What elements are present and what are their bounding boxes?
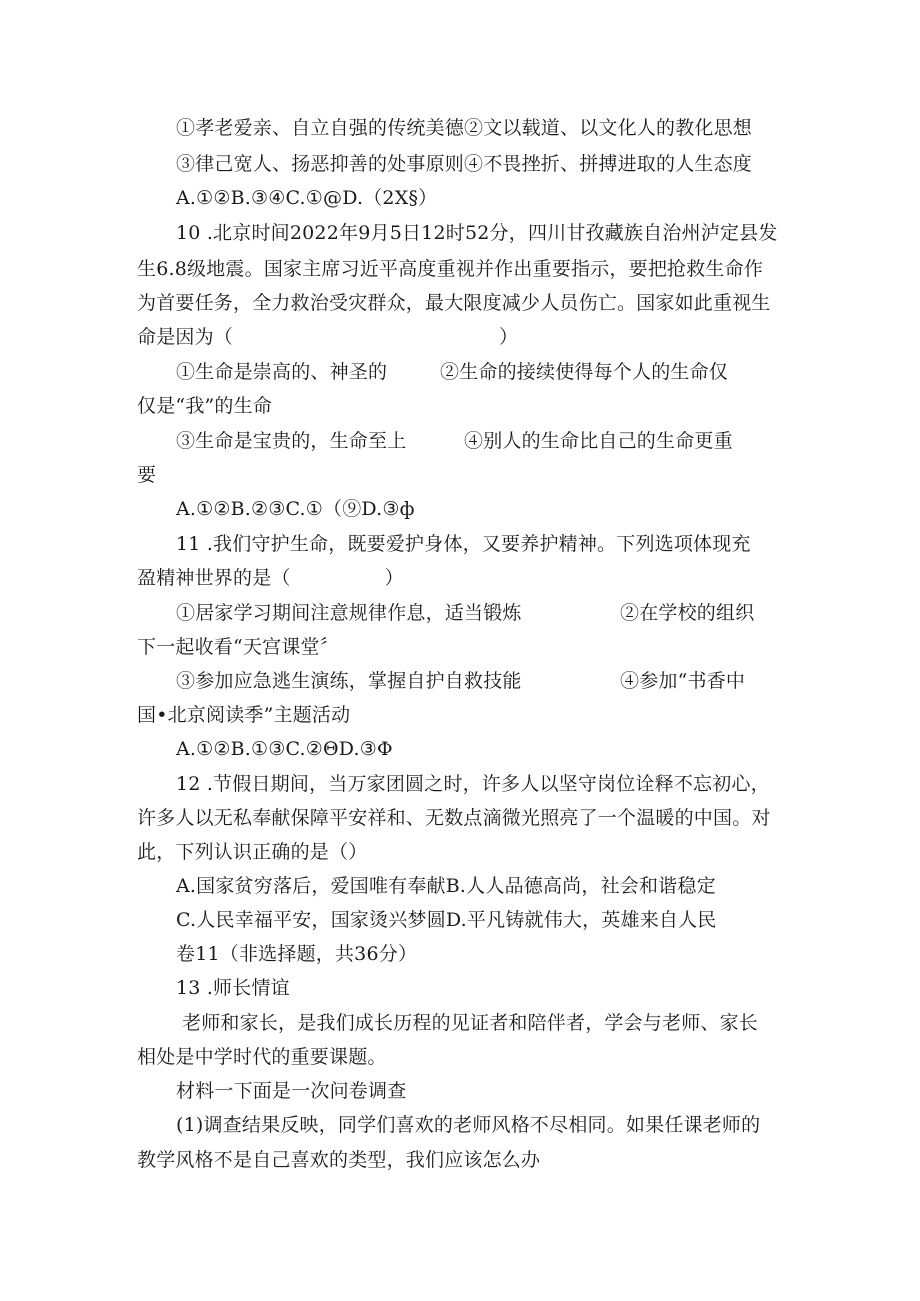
q10-stem-line-3: 为首要任务，全力救治受灾群众，最大限度减少人员伤亡。国家如此重视生 [137,292,771,314]
q10-stem-line-1: 10 .北京时间2022年9月5日12时52分，四川甘孜藏族自治州泸定县发 [176,222,778,244]
section-2-title: 卷11（非选择题，共36分） [176,943,418,965]
q12-answers-ab: A.国家贫穷落后，爱国唯有奉献B.人人品德高尚，社会和谐稳定 [176,875,716,897]
q13-heading: 13 .师长情谊 [176,977,290,999]
q13-sub1-line-2: 教学风格不是自己喜欢的类型，我们应该怎么办 [137,1149,541,1171]
q10-option-2: ②生命的接续使得每个人的生命仅 [440,361,729,383]
q10-option-4: ④别人的生命比自己的生命更重 [464,430,733,452]
q11-option-2-cont: 下一起收看“天宫课堂〞 [137,636,339,658]
q10-stem-suffix: ） [499,326,519,348]
q11-option-2: ②在学校的组织 [620,602,755,624]
q10-option-1: ①生命是崇高的、神圣的 [176,361,388,383]
q11-option-4: ④参加“书香中 [620,670,746,692]
q10-stem-prefix: 命是因为（ [137,326,234,348]
q10-option-2-cont: 仅是“我”的生命 [137,395,273,417]
q11-answers: A.①②B.①③C.②ΘD.③Φ [176,738,393,760]
q9-option-line-2: ③律己宽人、扬恶抑善的处事原则④不畏挫折、拼搏进取的人生态度 [176,153,753,175]
q11-option-4-cont: 国•北京阅读季”主题活动 [137,704,351,726]
q9-answers: A.①②B.③④C.①@D.（2X§） [176,187,438,209]
q12-stem-line-1: 12 .节假日期间，当万家团圆之时，许多人以坚守岗位诠释不忘初心， [176,773,770,795]
q12-stem-line-3: 此，下列认识正确的是（） [137,841,368,863]
q12-stem-line-2: 许多人以无私奉献保障平安祥和、无数点滴微光照亮了一个温暖的中国。对 [137,807,771,829]
q13-intro-line-1: 老师和家长，是我们成长历程的见证者和陪伴者，学会与老师、家长 [182,1012,759,1034]
q10-stem-line-4 [137,325,518,349]
q10-option-3: ③生命是宝贵的，生命至上 [176,430,407,452]
q11-option-1: ①居家学习期间注意规律作息，适当锻炼 [176,602,522,624]
q13-material: 材料一下面是一次问卷调查 [176,1080,407,1102]
q10-option-4-cont: 要 [137,464,157,486]
q12-answers-cd: C.人民幸福平安，国家烫兴梦圆D.平凡铸就伟大，英雄来自人民 [176,909,717,931]
q10-answers: A.①②B.②③C.①（⑨D.③ф [176,498,415,520]
q11-stem-prefix: 盈精神世界的是（ [137,567,291,589]
q9-option-line-1: ①孝老爱亲、自立自强的传统美德②文以载道、以文化人的教化思想 [176,117,753,139]
q11-stem-line-1: 11 .我们守护生命，既要爱护身体，又要养护精神。下列选项体现充 [176,533,751,555]
q13-sub1-line-1: (1)调查结果反映，同学们喜欢的老师风格不尽相同。如果任课老师的 [176,1114,761,1136]
q11-stem-suffix: ） [384,567,404,589]
q10-stem-line-2: 生6.8级地震。国家主席习近平高度重视并作出重要指示，要把抢救生命作 [137,258,764,280]
q13-intro-line-2: 相处是中学时代的重要课题。 [137,1046,387,1068]
q11-option-3: ③参加应急逃生演练，掌握自护自救技能 [176,670,522,692]
q11-stem-line-2 [137,566,404,590]
